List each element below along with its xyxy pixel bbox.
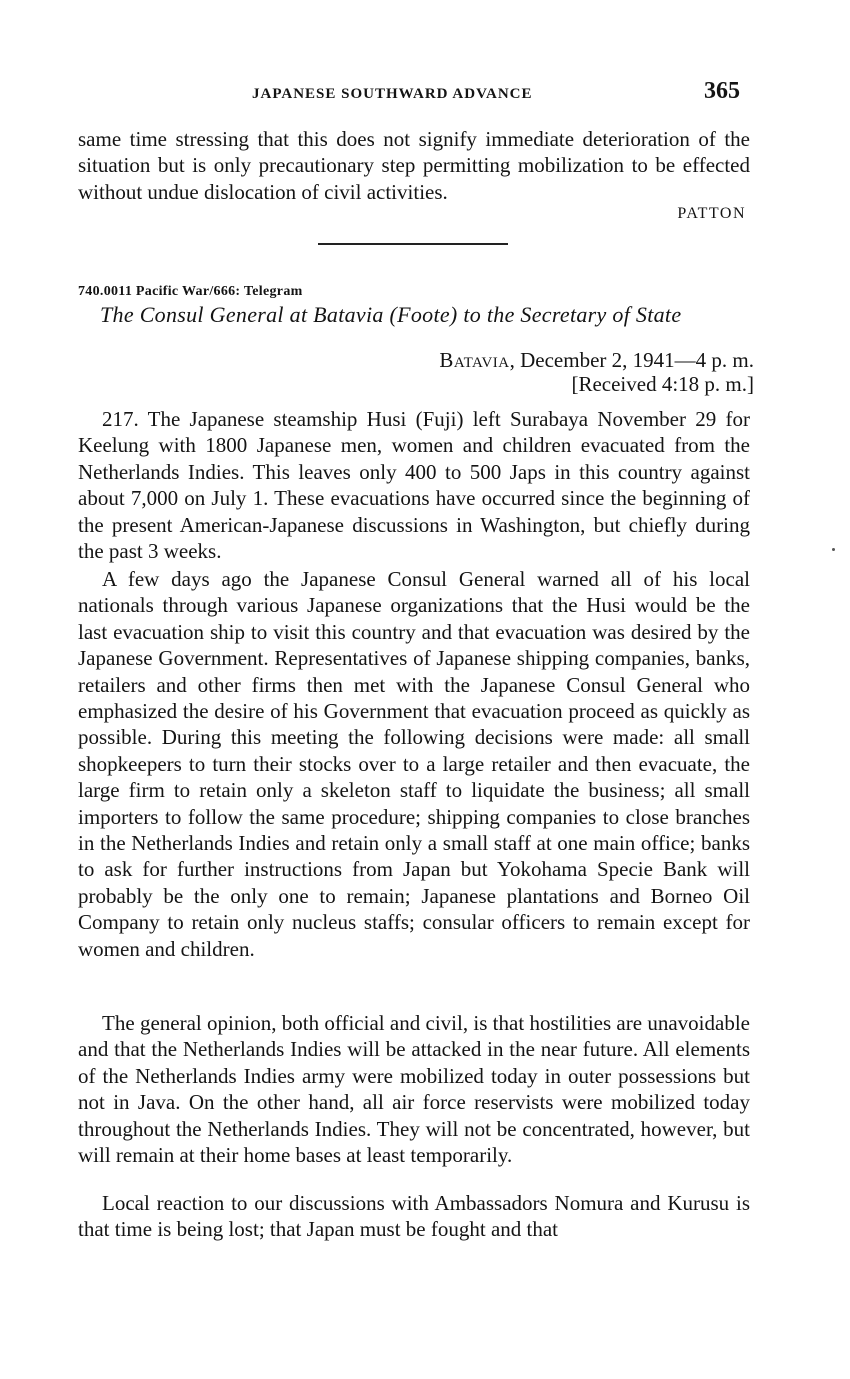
body-paragraph-2: A few days ago the Japanese Consul General warned all of his local nationals through various Japanese organizations that the Husi would be the last evacuation ship to visit this country and that evacuation was desired by the Japanese Government. Representatives of Japanese shipping companies, banks, retailers and other firms then met with the Japanese Consul General who emphasized the desire of his Government that evacuation proceed as quickly as possible. During this meeting the following decisions were made: all small shopkeepers to turn their stocks over to a large retailer and then evacuate, the large firm to retain only a skeleton staff to liquidate the business; all small importers to follow the same procedure; shipping companies to close branches in the Netherlands Indies and retain only a small staff at one main office; banks to ask for further instructions from Japan but Yokohama Specie Bank will probably be the only one to remain; Japanese plantations and Borneo Oil Company to retain only nucleus staffs; consular officers to remain except for women and children.: [78, 567, 750, 961]
document-title: The Consul General at Batavia (Foote) to the Secretary of State: [100, 302, 682, 327]
received-time: [Received 4:18 p. m.]: [571, 372, 754, 396]
dateline: [439, 348, 754, 373]
page-number: 365: [704, 78, 740, 104]
dateline-date: , December 2, 1941—4 p. m.: [509, 348, 754, 372]
body-paragraph-1: 217. The Japanese steamship Husi (Fuji) left Surabaya November 29 for Keelung with 1800 Japanese men, women and children evacuated from the Netherlands Indies. This leaves only 400 to 500 Japs in this country against about 7,000 on July 1. These evacuations have occurred since the beginning of the present American-Japanese discussions in Washington, but chiefly during the past 3 weeks.: [78, 407, 750, 564]
body-paragraph-4: Local reaction to our discussions with Ambassadors Nomura and Kurusu is that time is being lost; that Japan must be fought and that: [78, 1191, 750, 1242]
dateline-place: Batavia: [439, 348, 510, 372]
body-paragraph-3: The general opinion, both official and civil, is that hostilities are unavoidable and that the Netherlands Indies will be attacked in the near future. All elements of the Netherlands Indies army were mobilized today in outer possessions but not in Java. On the other hand, all air force reservists were mobilized today throughout the Netherlands Indies. They will not be concentrated, however, but will remain at their home bases at least temporarily.: [78, 1011, 750, 1168]
continuation-paragraph: same time stressing that this does not signify immediate deterioration of the situation but is only precautionary step permitting mobilization to be effected without undue dislocation of civil activities.: [78, 127, 750, 204]
file-reference: 740.0011 Pacific War/666: Telegram: [78, 284, 303, 299]
running-head: JAPANESE SOUTHWARD ADVANCE: [252, 86, 533, 102]
scan-speck: [832, 548, 835, 551]
signature-patton: PATTON: [677, 205, 746, 222]
section-divider: [318, 243, 508, 245]
